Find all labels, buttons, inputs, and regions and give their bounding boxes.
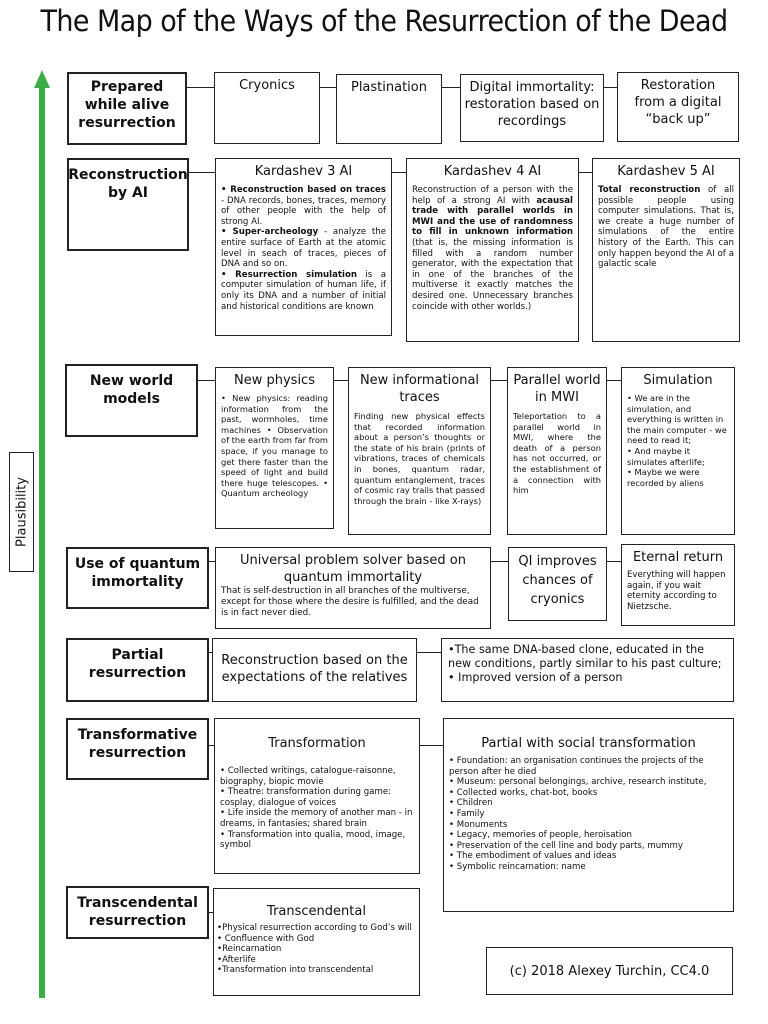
category-quantum-immortality: Use of quantum immortality — [66, 547, 209, 609]
list-item: • Monuments — [449, 819, 508, 830]
social-list — [444, 752, 733, 876]
category-reconstruction: Reconstruction by AI — [67, 158, 189, 251]
list-item: • Family — [449, 808, 485, 819]
arrow-head-icon — [34, 70, 50, 88]
list-item: • The embodiment of values and ideas — [449, 851, 617, 862]
category-partial-resurrection: Partial resurrection — [66, 638, 209, 702]
box-restoration-backup: Restoration from a digital “back up” — [617, 72, 739, 142]
box-social-transformation: Partial with social transformation • Foundation: an organisation continues the projects of the person after he died • Museum: personal belongings, archive, research institute, • Collected works, chat-bot, books • Children • Family • Monuments • Legacy, memories of people, heroisation • Preservation of the cell line and body parts, mummy • The embodiment of values and ideas • Symbolic reincarnation: name — [443, 718, 734, 912]
list-item: •Afterlife — [217, 954, 256, 965]
box-kardashev-5: Kardashev 5 AI Total reconstruction of all possible people using computer simulations. That is, we create a huge number of simulations of the entire history of the Earth. This can only happen beyond the AI of a galactic scale — [592, 158, 740, 342]
list-item: • Symbolic reincarnation: name — [449, 861, 586, 872]
box-qi-cryonics: QI improves chances of cryonics — [508, 547, 607, 621]
box-digital-immortality: Digital immortality: restoration based on recordings — [460, 74, 604, 142]
box-new-informational-traces: New informational traces Finding new physical effects that recorded information about a person’s thoughts or the state of his brain (prints of vibrations, traces of chemicals in bones, quantum radar, quantum entanglement, traces of cosmic ray trails that passed through the brain - like X-rays) — [348, 367, 491, 535]
box-kardashev-3: Kardashev 3 AI • Reconstruction based on traces - DNA records, bones, traces, memory of other people with the help of strong AI. • Super-archeology - analyze the entire surface of Earth at the atomic level in seach of traces, pieces of DNA and so on. • Resurrection simulation is a computer simulation of human life, if only its DNA and a number of initial and historical conditions are known — [215, 158, 392, 336]
plausibility-arrow — [39, 86, 45, 998]
box-transformation: Transformation • Collected writings, catalogue-raisonne, biography, biopic movie • Theatre: transformation during game: cosplay, dialogue of voices • Life inside the memory of another man - in dreams, in fantasies; shared brain • Transformation into qualia, mood, image, symbol — [214, 718, 420, 874]
box-eternal-return: Eternal return Everything will happen again, if you wait eternity according to Nietzsche. — [621, 544, 735, 626]
list-item: • Foundation: an organisation continues the projects of the person after he died — [449, 756, 704, 777]
transcendental-list — [214, 920, 419, 979]
list-item: • Children — [449, 798, 493, 809]
credit-text: (c) 2018 Alexey Turchin, CC4.0 — [509, 963, 710, 979]
category-prepared: Prepared while alive resurrection — [67, 72, 187, 145]
list-item: •Reincarnation — [217, 944, 282, 955]
category-transformative: Transformative resurrection — [66, 718, 209, 780]
list-item: • Preservation of the cell line and body parts, mummy — [449, 840, 684, 851]
list-item: • Collected works, chat-bot, books — [449, 787, 598, 798]
category-new-world-models: New world models — [65, 364, 198, 437]
box-plastination: Plastination — [336, 74, 442, 144]
page-title: The Map of the Ways of the Resurrection of the Dead — [40, 4, 728, 38]
box-transcendental: Transcendental •Physical resurrection according to God’s will • Confluence with God •Reincarnation •Afterlife •Transformation into transcendental — [213, 888, 420, 996]
box-new-physics: New physics • New physics: reading information from the past, wormholes, time machines • Observation of the earth from far from space, if you manage to get there faster than the speed of light and build there huge telescopes. • Quantum archeology — [215, 367, 334, 529]
plausibility-label-box — [9, 452, 34, 572]
list-item: •Physical resurrection according to God’s will — [217, 923, 412, 933]
box-parallel-world: Parallel world in MWI Teleportation to a parallel world in MWI, where the death of a person has not occurred, or the establishment of a connection with him — [507, 367, 607, 535]
list-item: • Museum: personal belongings, archive, research institute, — [449, 777, 707, 788]
list-item: •Transformation into transcendental — [217, 965, 374, 976]
list-item: • Confluence with God — [217, 933, 315, 944]
box-relatives-expectations: Reconstruction based on the expectations of the relatives — [212, 638, 417, 702]
box-dna-clone: •The same DNA-based clone, educated in the new conditions, partly similar to his past culture; • Improved version of a person — [441, 638, 734, 702]
credit-box — [486, 947, 733, 995]
list-item: • Legacy, memories of people, heroisation — [449, 830, 632, 841]
plausibility-label: Plausibility — [14, 477, 29, 547]
category-transcendental: Transcendental resurrection — [66, 886, 209, 939]
box-simulation: Simulation • We are in the simulation, and everything is written in the main computer - we need to read it; • And maybe it simulates afterlife; • Maybe we were recorded by aliens — [621, 367, 735, 535]
box-universal-problem-solver: Universal problem solver based on quantum immortality That is self-destruction in all branches of the multiverse, except for those where the desire is fulfilled, and the dead is in fact never died. — [215, 547, 491, 629]
box-kardashev-4: Kardashev 4 AI Reconstruction of a person with the help of a strong AI with acausal trade with parallel worlds in MWI and the use of randomness to fill in unknown information (that is, the missing information is filled with a random number generator, with the expectation that in one of the branches of the multiverse it exactly matches the desired one. Unnecessary branches coincide with other worlds.) — [406, 158, 579, 342]
box-cryonics: Cryonics — [214, 72, 320, 144]
